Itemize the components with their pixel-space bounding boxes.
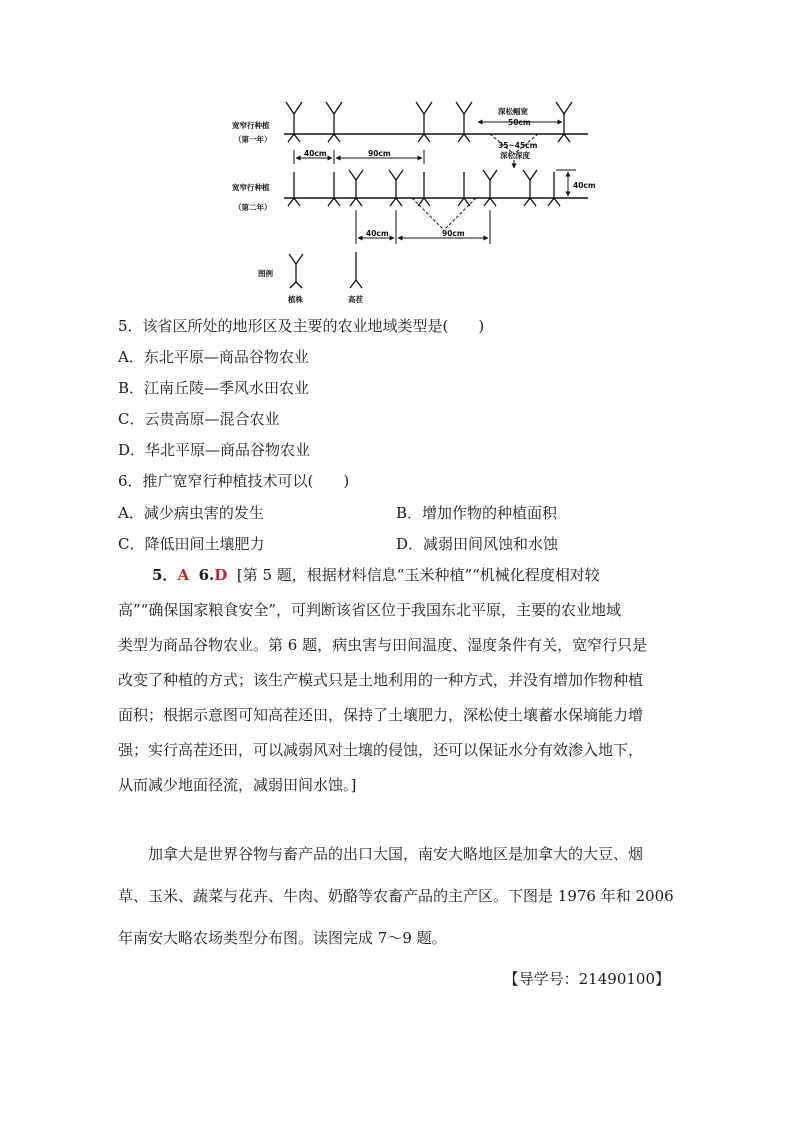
dim-40-top: 40cm (304, 149, 327, 158)
plant-icon (349, 170, 363, 206)
dim-40-bottom: 40cm (366, 229, 389, 238)
legend-title: 图例 (258, 269, 273, 278)
legend-plant-icon (289, 254, 303, 288)
plant-icon (523, 170, 537, 206)
answer-line-7: 从而减少地面径流，减弱田间水蚀。] (118, 776, 357, 794)
stubble-icon (548, 172, 560, 206)
deep-loose-depth-label: 深松深度 (500, 151, 530, 160)
dim-40-vertical: 40cm (573, 181, 596, 190)
question-6-option-b: B．增加作物的种植面积 (396, 504, 558, 522)
plant-icon (286, 102, 302, 142)
planting-diagram-svg (228, 92, 608, 307)
planting-diagram (228, 92, 608, 307)
answer-line-1 (152, 565, 600, 585)
plant-icon (326, 102, 342, 142)
plant-icon (483, 170, 497, 206)
answer-line-3: 类型为商品谷物农业。第 6 题，病虫害与田间温度、湿度条件有关，宽窄行只是 (118, 636, 648, 654)
dim-90-bottom: 90cm (442, 229, 465, 238)
question-6-option-c: C．降低田间土壤肥力 (118, 535, 265, 553)
answer-line-6: 强；实行高茬还田，可以减弱风对土壤的侵蚀，还可以保证水分有效渗入地下， (118, 741, 644, 759)
question-5-option-d: D．华北平原—商品谷物农业 (118, 441, 311, 459)
material-paragraph (118, 844, 678, 954)
answer-line-1-text: [第 5 题，根据材料信息“玉米种植”“机械化程度相对较 (236, 566, 600, 584)
plant-icon (389, 170, 403, 206)
row2-stubble (288, 172, 560, 206)
stubble-icon (288, 172, 300, 206)
stubble-icon (418, 172, 430, 206)
question-6-option-d: D．减弱田间风蚀和水蚀 (396, 535, 559, 553)
answer-5: A (177, 566, 190, 584)
question-6-stem: 6．推广宽窄行种植技术可以( ) (118, 472, 350, 490)
material-line-2: 草、玉米、蔬菜与花卉、牛肉、奶酪等农畜产品的主产区。下图是 1976 年和 2006 (118, 887, 674, 905)
question-5-option-b: B．江南丘陵—季风水田农业 (118, 379, 310, 397)
row1-year: （第一年） (234, 135, 272, 144)
legend-stubble-icon (350, 252, 362, 288)
deep-loose-width-label: 深松幅宽 (498, 107, 528, 116)
question-5-option-a: A．东北平原—商品谷物农业 (118, 348, 309, 366)
material-line-3: 年南安大略农场类型分布图。读图完成 7～9 题。 (118, 929, 447, 947)
row2-label: 宽窄行种植 (232, 183, 270, 192)
plant-icon (456, 102, 472, 142)
legend-plant-label: 植株 (288, 295, 303, 304)
deep-loose-depth-value: 35~45cm (498, 141, 538, 150)
answer-explanation (118, 565, 678, 805)
reference-number: 【导学号：21490100】 (503, 970, 670, 988)
question-5-option-c: C．云贵高原—混合农业 (118, 410, 280, 428)
dim-90-top: 90cm (368, 149, 391, 158)
stubble-icon (328, 172, 340, 206)
question-6-row-cd (118, 534, 678, 554)
row2-year: （第二年） (234, 203, 272, 212)
answer-line-5: 面积；根据示意图可知高茬还田，保持了土壤肥力，深松使土壤蓄水保墒能力增 (118, 706, 644, 724)
answer-num-6: 6. (198, 566, 215, 584)
question-6-row-ab (118, 503, 678, 523)
answer-6: D (214, 566, 228, 584)
material-line-1: 加拿大是世界谷物与畜产品的出口大国，南安大略地区是加拿大的大豆、烟 (148, 845, 644, 863)
deep-loose-width-value: 50cm (508, 118, 531, 127)
question-6-option-a: A．减少病虫害的发生 (118, 504, 264, 522)
answer-line-2: 高”“确保国家粮食安全”，可判断该省区位于我国东北平原，主要的农业地域 (118, 601, 622, 619)
legend-stubble-label: 高茬 (348, 295, 363, 304)
plant-icon (416, 102, 432, 142)
question-5-stem: 5．该省区所处的地形区及主要的农业地域类型是( ) (118, 317, 485, 335)
row2-plants (349, 170, 537, 206)
stubble-icon (458, 172, 470, 206)
answer-num-5: 5． (152, 566, 178, 584)
row1-label: 宽窄行种植 (232, 121, 270, 130)
answer-line-4: 改变了种植的方式；该生产模式只是土地利用的一种方式，并没有增加作物种植 (118, 671, 644, 689)
